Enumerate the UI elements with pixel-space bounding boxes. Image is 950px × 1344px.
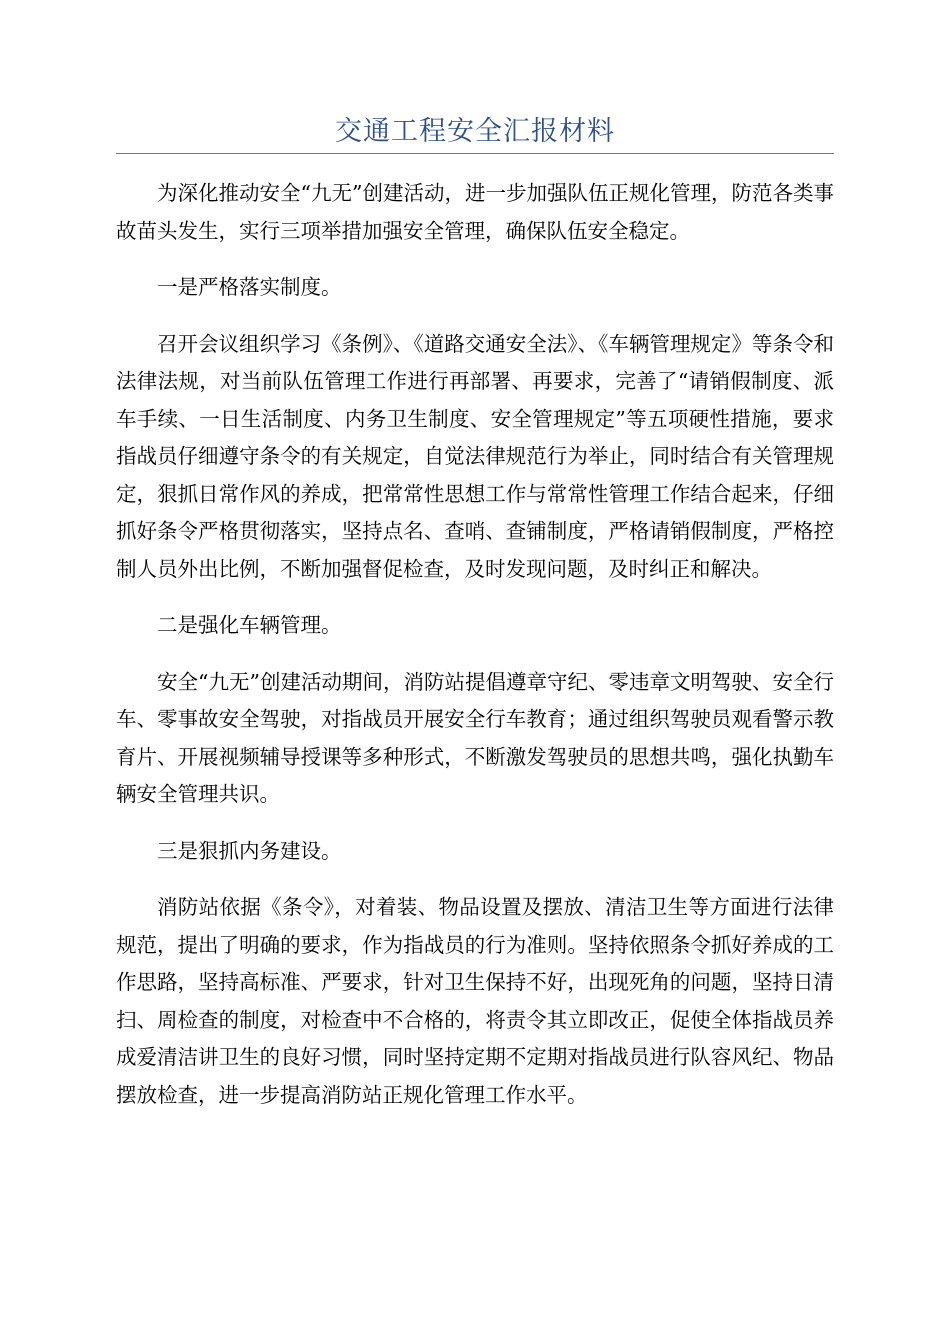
paragraph-item-three: 消防站依据《条令》，对着装、物品设置及摆放、清洁卫生等方面进行法律规范，提出了明确的要求，作为指战员的行为准则。坚持依照条令抓好养成的工作思路，坚持高标准、严要求，针对卫生保持不好，出现死角的问题，坚持日清扫、周检查的制度，对检查中不合格的，将责令其立即改正，促使全体指战员养成爱清洁讲卫生的良好习惯，同时坚持定期不定期对指战员进行队容风纪、物品摆放检查，进一步提高消防站正规化管理工作水平。	[116, 895, 834, 1107]
document-title: 交通工程安全汇报材料	[335, 116, 615, 147]
heading-item-two: 二是强化车辆管理。	[157, 613, 342, 637]
paragraph-intro: 为深化推动安全“九无”创建活动，进一步加强队伍正规化管理，防范各类事故苗头发生，实行三项举措加强安全管理，确保队伍安全稳定。	[116, 181, 834, 243]
title-underline	[116, 153, 834, 154]
heading-item-one: 一是严格落实制度。	[157, 275, 342, 299]
paragraph-item-two: 安全“九无”创建活动期间，消防站提倡遵章守纪、零违章文明驾驶、安全行车、零事故安全驾驶，对指战员开展安全行车教育；通过组织驾驶员观看警示教育片、开展视频辅导授课等多种形式，不断激发驾驶员的思想共鸣，强化执勤车辆安全管理共识。	[116, 669, 834, 806]
paragraph-item-one: 召开会议组织学习《条例》、《道路交通安全法》、《车辆管理规定》等条令和法律法规，对当前队伍管理工作进行再部署、再要求，完善了“请销假制度、派车手续、一日生活制度、内务卫生制度、安全管理规定”等五项硬性措施，要求指战员仔细遵守条令的有关规定，自觉法律规范行为举止，同时结合有关管理规定，狠抓日常作风的养成，把常常性思想工作与常常性管理工作结合起来，仔细抓好条令严格贯彻落实，坚持点名、查哨、查铺制度，严格请销假制度，严格控制人员外出比例，不断加强督促检查，及时发现问题，及时纠正和解决。	[116, 331, 834, 581]
heading-item-three: 三是狠抓内务建设。	[157, 838, 342, 863]
document-body	[116, 175, 834, 1133]
